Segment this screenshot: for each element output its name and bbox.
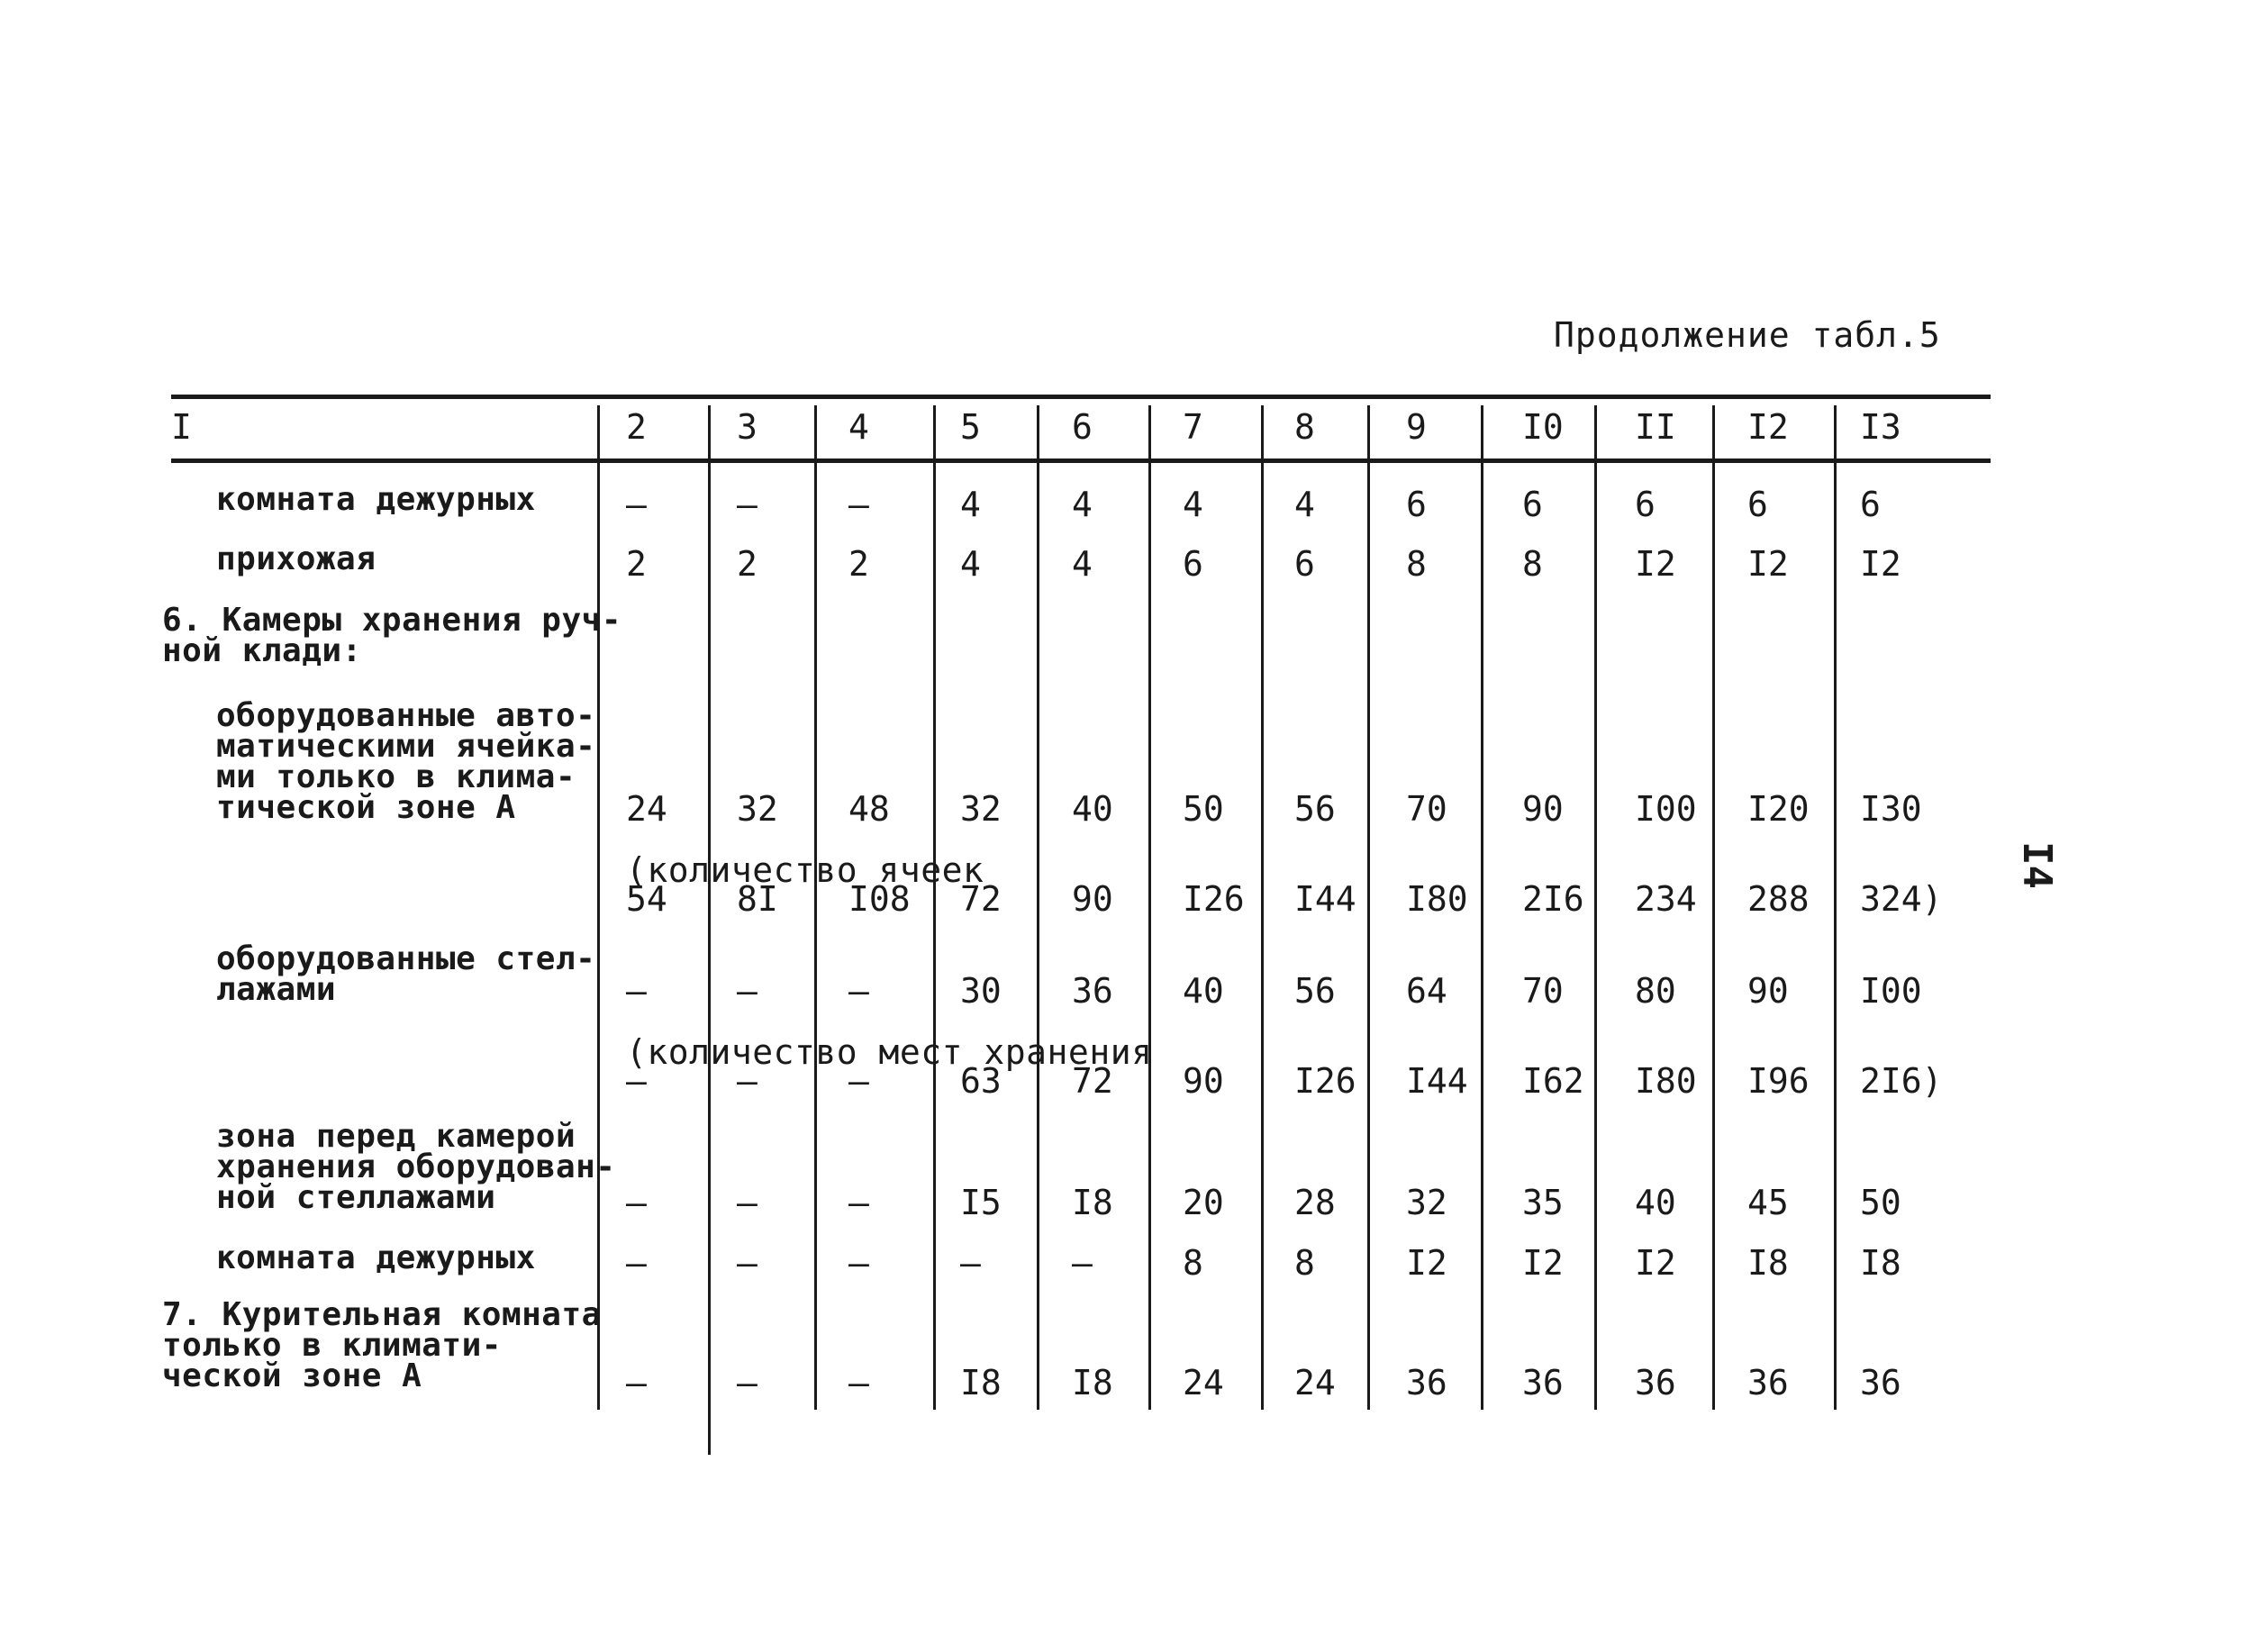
column-divider [1834, 405, 1837, 1410]
table-cell: I44 [1406, 1061, 1468, 1101]
table-cell: – [960, 1243, 981, 1283]
table-cell: – [737, 1243, 758, 1283]
table-cell: I2 [1406, 1243, 1447, 1283]
table-cell: I00 [1860, 971, 1922, 1011]
table-caption: Продолжение табл.5 [1554, 315, 1941, 355]
table-cell: 36 [1635, 1363, 1676, 1403]
table-cell: I80 [1406, 879, 1468, 919]
column-divider [1367, 405, 1370, 1410]
table-cell: – [1072, 1243, 1093, 1283]
table-cell: 70 [1406, 789, 1447, 829]
table-cell: 90 [1747, 971, 1789, 1011]
table-cell: 30 [960, 971, 1002, 1011]
row-note: (количество мест хранения [626, 1032, 1153, 1072]
table-cell: 36 [1747, 1363, 1789, 1403]
table-cell: I2 [1860, 544, 1901, 584]
table-cell: 90 [1183, 1061, 1224, 1101]
table-cell: 36 [1522, 1363, 1564, 1403]
table-cell: 24 [626, 789, 667, 829]
table-cell: 72 [960, 879, 1002, 919]
table-cell: 6 [1635, 485, 1656, 524]
table-cell: 20 [1183, 1183, 1224, 1222]
table-cell: – [626, 485, 647, 524]
table-cell: 56 [1294, 971, 1336, 1011]
table-cell: I2 [1522, 1243, 1564, 1283]
column-divider [1594, 405, 1597, 1410]
table-cell: 4 [1183, 485, 1203, 524]
table-cell: – [848, 971, 869, 1011]
table-cell: I96 [1747, 1061, 1810, 1101]
table-cell: 32 [1406, 1183, 1447, 1222]
table-cell: I80 [1635, 1061, 1697, 1101]
column-divider [1148, 405, 1151, 1410]
table-cell: 2 [848, 544, 869, 584]
table-cell: – [737, 1363, 758, 1403]
table-cell: – [626, 1183, 647, 1222]
table-cell: – [626, 1243, 647, 1283]
column-divider [933, 405, 936, 1410]
table-cell: – [848, 1183, 869, 1222]
column-divider [1712, 405, 1715, 1410]
table-top-rule [171, 395, 1991, 399]
table-cell: – [848, 1363, 869, 1403]
column-divider [1481, 405, 1483, 1410]
header-cell: 3 [737, 407, 758, 447]
table-cell: – [737, 485, 758, 524]
header-cell: 4 [848, 407, 869, 447]
table-cell: 4 [1294, 485, 1315, 524]
table-cell: 2I6 [1522, 879, 1584, 919]
table-cell: 63 [960, 1061, 1002, 1101]
table-cell: I00 [1635, 789, 1697, 829]
table-cell: 6 [1294, 544, 1315, 584]
table-cell: 32 [737, 789, 778, 829]
row-note: (количество ячеек [626, 850, 984, 890]
header-cell: I0 [1522, 407, 1564, 447]
table-cell: 288 [1747, 879, 1810, 919]
table-cell: 4 [1072, 544, 1093, 584]
table-cell: 8 [1406, 544, 1427, 584]
table-cell: I2 [1635, 544, 1676, 584]
table-cell: I5 [960, 1183, 1002, 1222]
table-cell: 2I6) [1860, 1061, 1943, 1101]
header-cell: 5 [960, 407, 981, 447]
header-cell: 8 [1294, 407, 1315, 447]
table-cell: 50 [1183, 789, 1224, 829]
row-label: прихожая [216, 540, 376, 577]
table-cell: I8 [1747, 1243, 1789, 1283]
table-cell: I2 [1635, 1243, 1676, 1283]
table-cell: 35 [1522, 1183, 1564, 1222]
column-divider [708, 405, 711, 1455]
table-cell: 6 [1183, 544, 1203, 584]
header-cell: 9 [1406, 407, 1427, 447]
table-cell: I8 [960, 1363, 1002, 1403]
table-cell: I26 [1183, 879, 1245, 919]
table-cell: 6 [1860, 485, 1881, 524]
table-cell: 8I [737, 879, 778, 919]
table-cell: – [626, 1363, 647, 1403]
table-cell: 6 [1747, 485, 1768, 524]
table-cell: 36 [1072, 971, 1113, 1011]
table-cell: 80 [1635, 971, 1676, 1011]
row-label: зона перед камерой хранения оборудован- ной стеллажами [216, 1118, 616, 1216]
table-cell: 8 [1522, 544, 1543, 584]
table-cell: 64 [1406, 971, 1447, 1011]
table-cell: 2 [737, 544, 758, 584]
row-label: 6. Камеры хранения руч- ной клади: [162, 602, 621, 669]
table-cell: I08 [848, 879, 911, 919]
column-divider [597, 405, 600, 1410]
table-cell: 28 [1294, 1183, 1336, 1222]
table-cell: I30 [1860, 789, 1922, 829]
page-number: I4 [2013, 841, 2060, 889]
table-cell: I8 [1860, 1243, 1901, 1283]
table-cell: I62 [1522, 1061, 1584, 1101]
table-cell: I2 [1747, 544, 1789, 584]
table-cell: – [848, 1243, 869, 1283]
table-cell: 90 [1072, 879, 1113, 919]
table-cell: 40 [1183, 971, 1224, 1011]
table-cell: 24 [1294, 1363, 1336, 1403]
header-cell: I2 [1747, 407, 1789, 447]
column-divider [1261, 405, 1264, 1410]
table-cell: 72 [1072, 1061, 1113, 1101]
table-cell: 56 [1294, 789, 1336, 829]
table-cell: I8 [1072, 1363, 1113, 1403]
table-cell: 4 [1072, 485, 1093, 524]
table-cell: 40 [1635, 1183, 1676, 1222]
table-cell: – [737, 1061, 758, 1101]
table-cell: 24 [1183, 1363, 1224, 1403]
table-cell: – [737, 1183, 758, 1222]
table-cell: 70 [1522, 971, 1564, 1011]
table-cell: I8 [1072, 1183, 1113, 1222]
table-header-rule [171, 458, 1991, 463]
table-cell: 6 [1406, 485, 1427, 524]
table-cell: 40 [1072, 789, 1113, 829]
header-cell: 7 [1183, 407, 1203, 447]
header-cell: I [171, 407, 192, 447]
table-cell: I26 [1294, 1061, 1356, 1101]
header-cell: 6 [1072, 407, 1093, 447]
table-cell: – [848, 485, 869, 524]
table-cell: 90 [1522, 789, 1564, 829]
header-cell: II [1635, 407, 1676, 447]
table-cell: 50 [1860, 1183, 1901, 1222]
row-label: оборудованные авто- матическими ячейка- ми только в клима- тической зоне А [216, 697, 596, 826]
table-cell: 8 [1294, 1243, 1315, 1283]
table-cell: – [848, 1061, 869, 1101]
column-divider [814, 405, 817, 1410]
table-cell: 324) [1860, 879, 1943, 919]
row-label: комната дежурных [216, 1239, 536, 1276]
table-cell: I44 [1294, 879, 1356, 919]
header-cell: 2 [626, 407, 647, 447]
table-cell: 36 [1860, 1363, 1901, 1403]
table-cell: – [626, 971, 647, 1011]
table-cell: 54 [626, 879, 667, 919]
table-cell: 8 [1183, 1243, 1203, 1283]
table-cell: 234 [1635, 879, 1697, 919]
table-cell: 45 [1747, 1183, 1789, 1222]
table-cell: 4 [960, 485, 981, 524]
row-label: комната дежурных [216, 481, 536, 518]
table-cell: 48 [848, 789, 890, 829]
table-cell: 36 [1406, 1363, 1447, 1403]
column-divider [1037, 405, 1039, 1410]
table-cell: – [626, 1061, 647, 1101]
table-cell: 2 [626, 544, 647, 584]
row-label: оборудованные стел- лажами [216, 940, 596, 1008]
table-cell: I20 [1747, 789, 1810, 829]
table-cell: 4 [960, 544, 981, 584]
table-cell: – [737, 971, 758, 1011]
header-cell: I3 [1860, 407, 1901, 447]
table-cell: 6 [1522, 485, 1543, 524]
row-label: 7. Курительная комната только в климати- ческой зоне А [162, 1296, 602, 1394]
table-cell: 32 [960, 789, 1002, 829]
